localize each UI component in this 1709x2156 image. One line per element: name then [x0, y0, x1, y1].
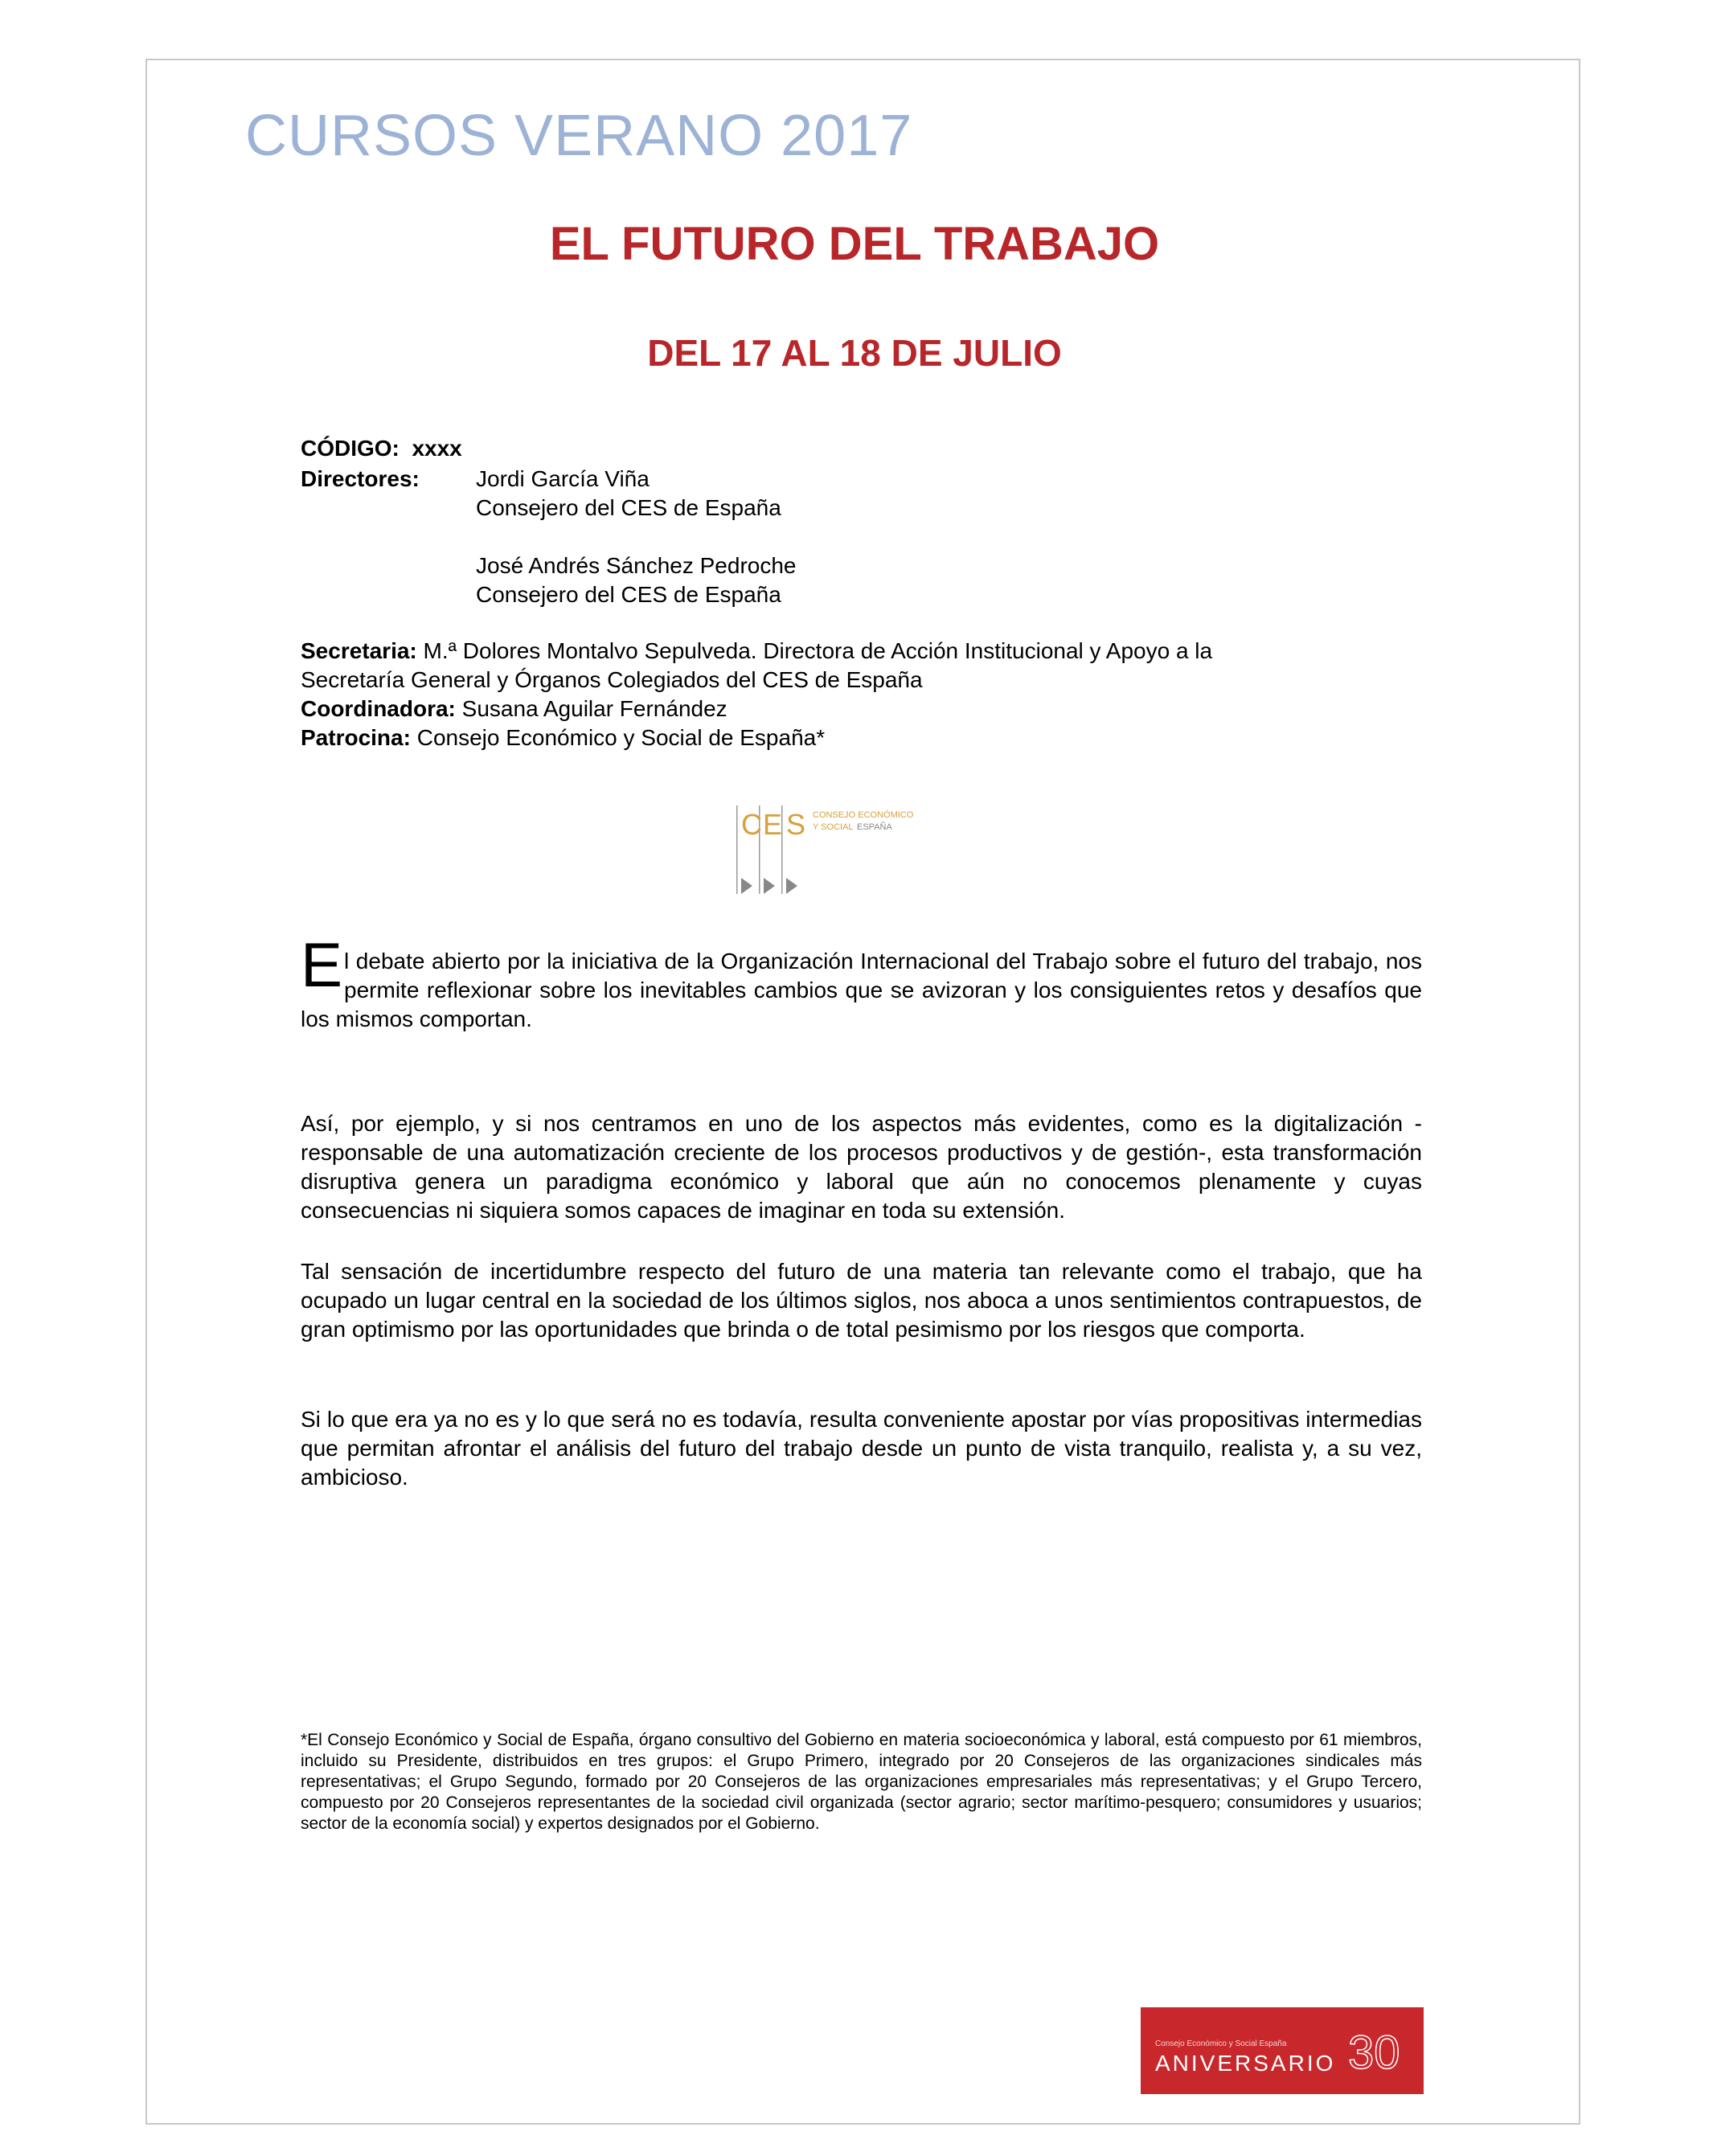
anniversary-badge	[1141, 2007, 1424, 2094]
course-title: EL FUTURO DEL TRABAJO	[549, 218, 1160, 270]
director1-role: Consejero del CES de España	[476, 495, 781, 520]
logo-line3: ESPAÑA	[857, 822, 892, 832]
directors-label: Directores:	[301, 466, 420, 491]
logo-letter-s: S	[786, 808, 806, 841]
footnote: *El Consejo Económico y Social de España, órgano consultivo del Gobierno en materia socioeconómica y laboral, está compuesto por 61 miembros, incluido su Presidente, distribuidos en tres grupos: el Grupo Primero, integrado por 20 Consejeros de las organizaciones sindicales más representativas; el Grupo Segundo, formado por 20 Consejeros de las organizaciones empresariales más representativas; y el Grupo Tercero, compuesto por 20 Consejeros representantes de la sociedad civil organizada (sector agrario; sector marítimo-pesquero; consumidores y usuarios; sector de la economía social) y expertos designados por el Gobierno.	[301, 1731, 1422, 1833]
code-label: CÓDIGO:	[301, 436, 400, 461]
secretary-label: Secretaria:	[301, 638, 417, 663]
paragraph-1: El debate abierto por la iniciativa de la Organización Internacional del Trabajo sobre el futuro del trabajo, nos permite reflexionar sobre los inevitables cambios que se avizoran y los consiguientes retos y desafíos que los mismos comportan.	[301, 929, 1422, 1031]
coordinator-label: Coordinadora:	[301, 696, 456, 721]
director2-name: José Andrés Sánchez Pedroche	[476, 553, 797, 578]
director2-role: Consejero del CES de España	[476, 582, 781, 607]
logo-line1: CONSEJO ECONÓMICO	[813, 810, 914, 820]
paragraph-3: Tal sensación de incertidumbre respecto del futuro de una materia tan relevante como el trabajo, que ha ocupado un lugar central en la sociedad de los últimos siglos, nos aboca a unos sentimientos contrapuestos, de gran optimismo por las oportunidades que brinda o de total pesimismo por los riesgos que comporta.	[301, 1259, 1422, 1342]
sponsor-label: Patrocina:	[301, 725, 411, 750]
anniversary-org: Consejo Económico y Social España	[1155, 2039, 1287, 2048]
ces-logo	[736, 804, 994, 899]
logo-line2: Y SOCIAL	[813, 822, 854, 832]
sponsor-line: Patrocina: Consejo Económico y Social de España*	[301, 725, 826, 750]
logo-letter-e: E	[763, 808, 783, 841]
secretary-line2: Secretaría General y Órganos Colegiados del CES de España	[301, 667, 923, 692]
paragraph-4: Si lo que era ya no es y lo que será no es todavía, resulta conveniente apostar por vías propositivas intermedias que permitan afrontar el análisis del futuro del trabajo desde un punto de vista tranquilo, realista y, a su vez, ambicioso.	[301, 1407, 1422, 1490]
drop-cap: E	[301, 929, 343, 1000]
course-dates: DEL 17 AL 18 DE JULIO	[647, 332, 1062, 374]
anniversary-30-icon	[1348, 2022, 1412, 2078]
code-line	[301, 434, 462, 463]
header-title: CURSOS VERANO 2017	[245, 104, 913, 168]
secretary-line1: Secretaria: M.ª Dolores Montalvo Sepulveda. Directora de Acción Institucional y Apoyo a la	[301, 638, 1213, 663]
logo-arrow-icon	[786, 878, 797, 894]
coordinator-line: Coordinadora: Susana Aguilar Fernández	[301, 696, 727, 721]
code-value: xxxx	[412, 436, 462, 461]
anniversary-number: 30	[1348, 2027, 1400, 2078]
logo-letter-c: C	[741, 808, 762, 841]
logo-arrow-icon	[764, 878, 775, 894]
logo-arrow-icon	[741, 878, 752, 894]
director1-name: Jordi García Viña	[476, 466, 650, 491]
paragraph-2: Así, por ejemplo, y si nos centramos en uno de los aspectos más evidentes, como es la digitalización -responsable de una automatización creciente de los procesos productivos y de gestión-, esta transformación disruptiva genera un paradigma económico y laboral que aún no conocemos plenamente y cuyas consecuencias ni siquiera somos capaces de imaginar en toda su extensión.	[301, 1111, 1422, 1223]
anniversary-label: ANIVERSARIO	[1155, 2051, 1336, 2076]
